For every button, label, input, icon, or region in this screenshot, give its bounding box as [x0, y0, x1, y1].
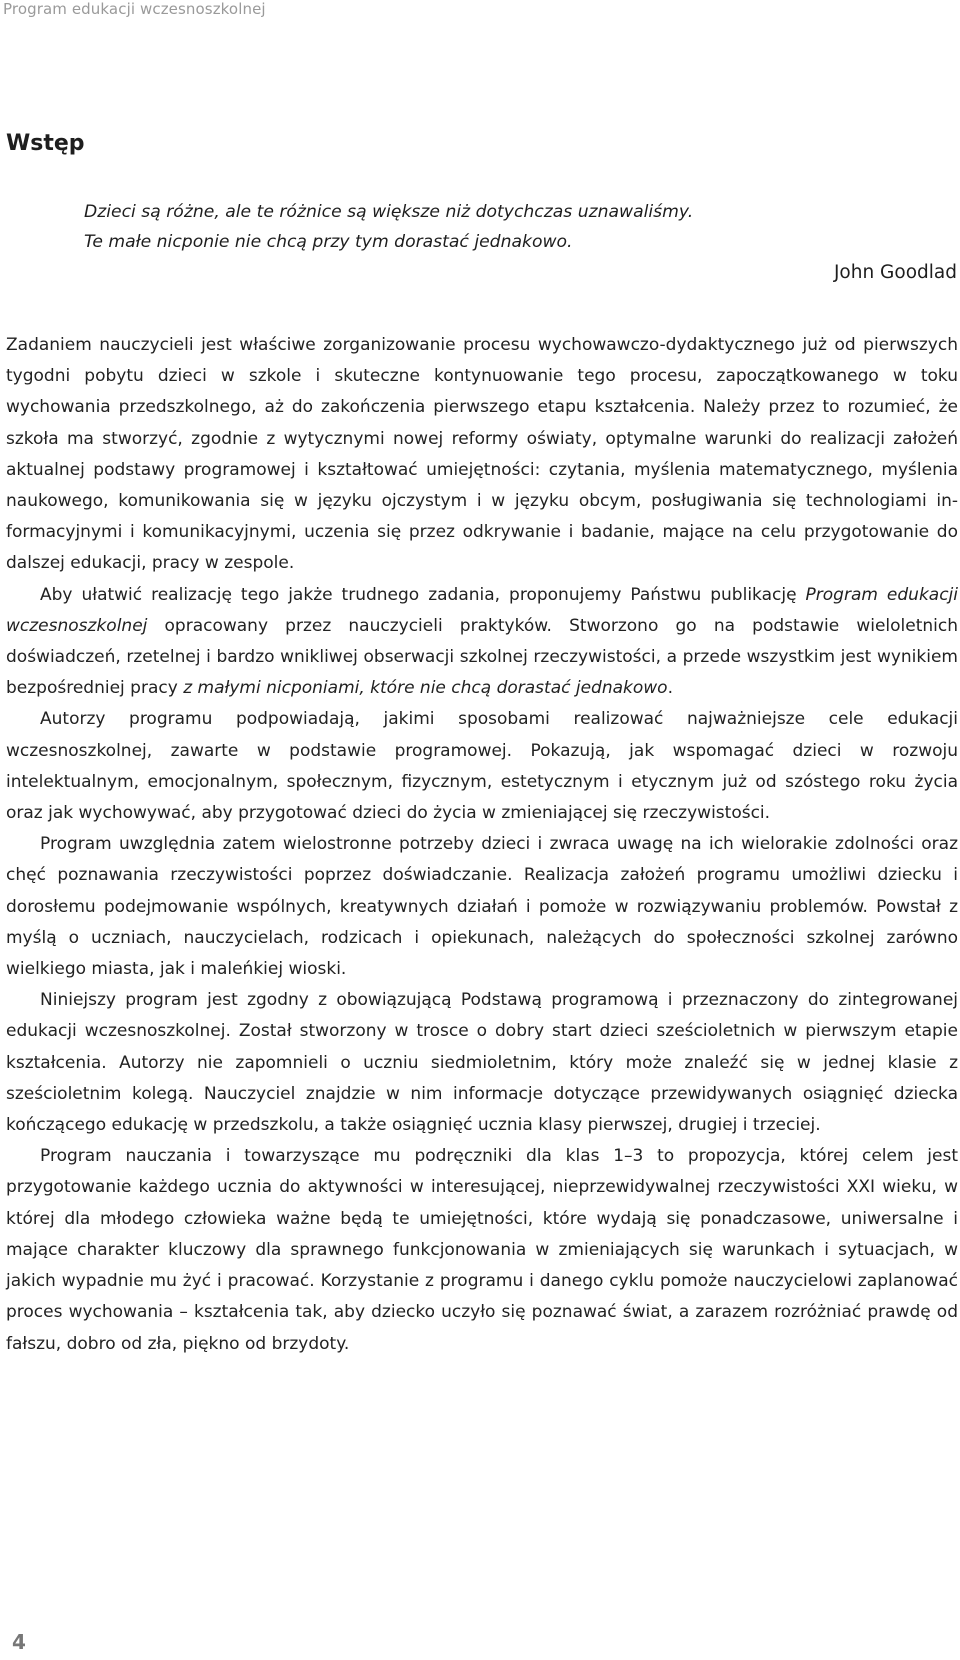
epigraph-line-1: Dzieci są różne, ale te różnice są większe niż dotychczas uznawaliśmy.	[84, 202, 694, 222]
paragraph-3: Autorzy programu podpowiadają, jakimi sposobami realizować najważniejsze cele edukacji wczesnoszkolnej, zawarte w podstawie programowej. Pokazują, jak wspomagać dzieci w rozwoju intelektualnym, emocjonalnym, społecznym, fizycznym, estetycznym i etycznym już od szóstego roku życia oraz jak wychowywać, aby przygotować dzieci do życia w zmieniającej się rzeczywistości.	[6, 709, 958, 824]
paragraph-6: Program nauczania i towarzyszące mu podręczniki dla klas 1–3 to propozycja, której celem jest przygotowanie każdego ucznia do aktywności w interesującej, nieprzewidywalnej rzeczywistości XXI wieku, w której dla młodego człowieka ważne będą te umiejętności, które wydają się ponadczasowe, uniwersalne i mające charakter kluczowy dla sprawnego funkcjonowania w zmieniających się warunkach i sytuacjach, w jakich wypadnie mu żyć i pracować. Korzystanie z programu i danego cyklu pomoże nauczycielowi zaplanować proces wychowania – kształcenia tak, aby dziecko uczyło się poznawać świat, a zarazem rozróżniać prawdę od fałszu, dobro od zła, piękno od brzydoty.	[6, 1146, 958, 1354]
paragraph-2-part-a: Aby ułatwić realizację tego jakże trudnego zadania, proponujemy Państwu publikację	[40, 584, 806, 605]
paragraph-5: Niniejszy program jest zgodny z obowiązującą Podstawą programową i przeznaczony do zintegrowanej edukacji wczesnoszkolnej. Został stworzony w trosce o dobry start dzieci sześcioletnich w pierwszym etapie kształcenia. Autorzy nie zapomnieli o uczniu siedmioletnim, który może znaleźć się w jednej klasie z sześcioletnim kolegą. Nauczyciel znajdzie w nim informacje dotyczące przewidywanych osiągnięć dziecka kończącego edukację w przedszkolu, a także osiągnięć ucznia klasy pierwszej, drugiej i trzeciej.	[6, 990, 958, 1136]
paragraph-2-part-c: .	[667, 678, 673, 699]
epigraph-author: John Goodlad	[833, 262, 957, 283]
section-title: Wstęp	[6, 131, 85, 156]
page-number: 4	[12, 1630, 26, 1654]
epigraph-line-2: Te małe nicponie nie chcą przy tym dorastać jednakowo.	[84, 232, 573, 252]
paragraph-2	[6, 580, 958, 705]
epigraph	[84, 197, 956, 257]
publication-title: Program edukacji wczesnoszkolnej	[6, 584, 958, 636]
paragraph-2-part-b: opracowany przez nauczycieli praktyków. Stworzono go na podstawie wieloletnich doświadczeń, rzetelnej i bardzo wnikliwej obserwacji szkolnej rzeczywistości, a przede wszystkim jest wynikiem bezpośredniej pracy	[6, 615, 958, 699]
paragraph-4: Program uwzględnia zatem wielostronne potrzeby dzieci i zwraca uwagę na ich wielorakie zdolności oraz chęć poznawania rzeczywistości poprzez doświadczanie. Realizacja założeń programu umożliwi dziecku i dorosłemu podejmowanie wspólnych, kreatywnych działań i pomoże w rozwiązywaniu problemów. Powstał z myślą o uczniach, nauczycielach, rodzicach i opiekunach, należących do społeczności szkolnej zarówno wielkiego miasta, jak i maleńkiej wioski.	[6, 834, 958, 980]
running-header: Program edukacji wczesnoszkolnej	[3, 0, 266, 18]
paragraph-2-quote: z małymi nicponiami, które nie chcą dorastać jednakowo	[183, 678, 668, 699]
paragraph-1: Zadaniem nauczycieli jest właściwe zorganizowanie procesu wychowawczo-dydaktycznego już od pierwszych tygodni pobytu dzieci w szkole i skuteczne kontynuowanie tego procesu, zapoczątkowanego w toku wychowania przedszkolnego, aż do zakończenia pierwszego etapu kształcenia. Należy przez to rozumieć, że szkoła ma stworzyć, zgodnie z wytycznymi nowej reformy oświaty, optymalne warunki do realizacji założeń aktualnej podstawy programowej i kształtować umiejętności: czytania, myślenia matematycznego, myślenia naukowego, komunikowania się w języku ojczystym i w języku obcym, posługiwania się technologiami informacyjnymi i komunikacyjnymi, uczenia się przez odkrywanie i badanie, mające na celu przygotowanie do dalszej edukacji, pracy w zespole.	[6, 335, 958, 574]
body-text	[6, 330, 958, 1360]
